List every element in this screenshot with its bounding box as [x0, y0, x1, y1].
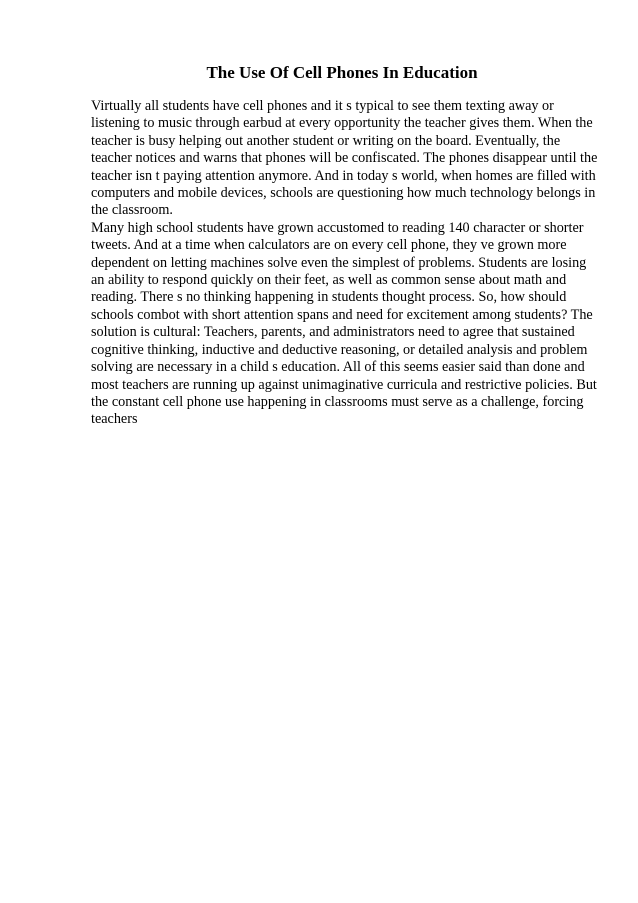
document-title: The Use Of Cell Phones In Education: [206, 63, 478, 82]
paragraph-1: Virtually all students have cell phones and it s typical to see them texting away or listening to music through earbud at every opportunity the teacher gives them. When the teacher is busy helping out another student or writing on the board. Eventually, the teacher notices and warns that phones will be confiscated. The phones disappear until the teacher isn t paying attention anymore. And in today s world, when homes are filled with computers and mobile devices, schools are questioning how much technology belongs in the classroom.: [91, 98, 598, 219]
paragraph-2: Many high school students have grown accustomed to reading 140 character or shorter tweets. And at a time when calculators are on every cell phone, they ve grown more dependent on letting machines solve even the simplest of problems. Students are losing an ability to respond quickly on their feet, as well as common sense about math and reading. There s no thinking happening in students thought process. So, how should schools combot with short attention spans and need for excitement among students? The solution is cultural: Teachers, parents, and administrators need to agree that sustained cognitive thinking, inductive and deductive reasoning, or detailed analysis and problem solving are necessary in a child s education. All of this seems easier said than done and most teachers are running up against unimaginative curricula and restrictive policies. But the constant cell phone use happening in classrooms must serve as a challenge, forcing teachers: [91, 219, 597, 428]
document-body: [91, 98, 601, 429]
